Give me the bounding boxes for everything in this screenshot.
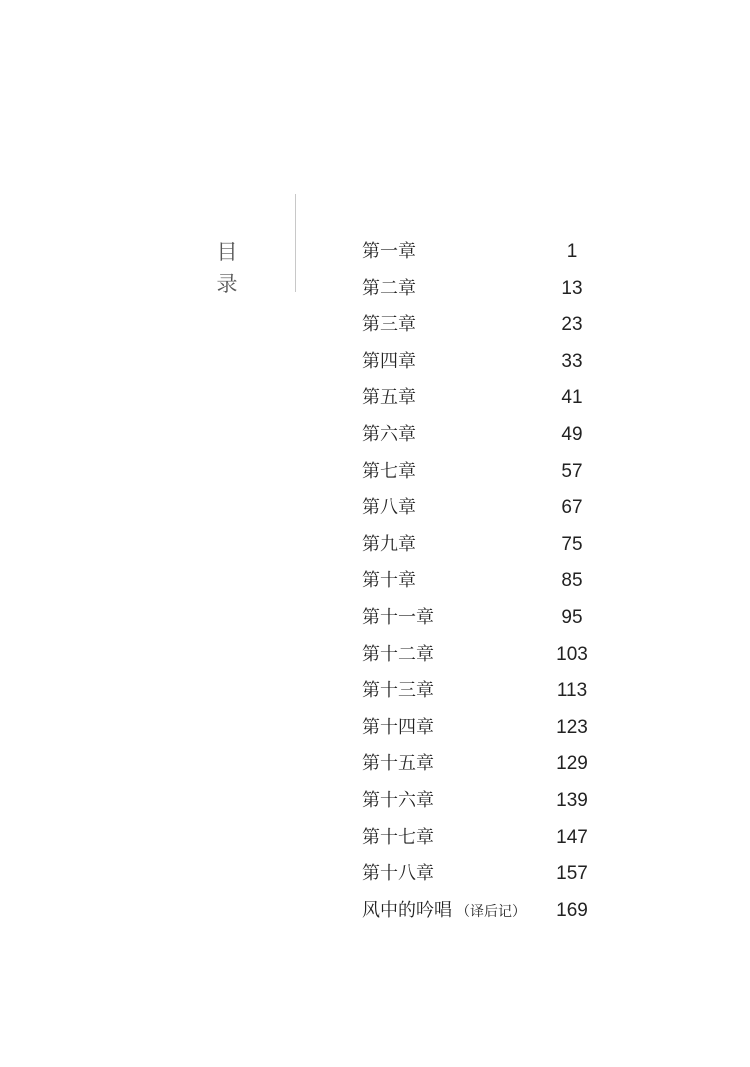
toc-item-2[interactable] <box>362 271 602 308</box>
toc-item-page: 85 <box>561 570 583 592</box>
toc-item-page: 67 <box>561 497 583 519</box>
toc-item-title: 第十五章 <box>362 753 434 775</box>
toc-item-page: 169 <box>556 899 588 921</box>
toc-item-6[interactable] <box>362 417 602 454</box>
toc-item-page: 139 <box>556 789 588 811</box>
toc-list <box>362 234 602 929</box>
toc-item-title: 第五章 <box>362 387 416 409</box>
toc-item-13[interactable] <box>362 673 602 710</box>
toc-item-title: 第九章 <box>362 533 416 555</box>
toc-item-4[interactable] <box>362 344 602 381</box>
toc-item-title: 第十六章 <box>362 789 434 811</box>
toc-item-page: 13 <box>561 277 583 299</box>
toc-item-title: 第十二章 <box>362 643 434 665</box>
toc-item-12[interactable] <box>362 637 602 674</box>
vertical-divider <box>295 194 296 292</box>
toc-item-3[interactable] <box>362 307 602 344</box>
toc-item-title <box>362 893 526 931</box>
toc-item-page: 49 <box>561 423 583 445</box>
toc-item-18[interactable] <box>362 856 602 893</box>
toc-item-title: 第十章 <box>362 570 416 592</box>
toc-item-page: 157 <box>556 863 588 885</box>
toc-afterword-title: 风中的吟唱 <box>362 899 452 921</box>
toc-item-page: 113 <box>556 680 588 702</box>
toc-heading <box>212 236 242 300</box>
toc-item-5[interactable] <box>362 380 602 417</box>
toc-item-title: 第十七章 <box>362 826 434 848</box>
toc-item-title: 第六章 <box>362 423 416 445</box>
toc-item-7[interactable] <box>362 454 602 491</box>
toc-item-page: 33 <box>561 350 583 372</box>
toc-item-page: 103 <box>556 643 588 665</box>
toc-item-page: 123 <box>556 716 588 738</box>
toc-item-14[interactable] <box>362 710 602 747</box>
toc-item-title: 第二章 <box>362 277 416 299</box>
toc-item-title: 第十一章 <box>362 606 434 628</box>
toc-item-1[interactable] <box>362 234 602 271</box>
toc-item-title: 第一章 <box>362 241 416 262</box>
toc-heading-char-2: 录 <box>216 272 238 296</box>
toc-item-11[interactable] <box>362 600 602 637</box>
toc-item-page: 1 <box>566 241 578 262</box>
toc-item-page: 23 <box>561 314 583 336</box>
toc-item-15[interactable] <box>362 746 602 783</box>
toc-heading-char-1: 目 <box>216 240 238 264</box>
toc-item-17[interactable] <box>362 820 602 857</box>
toc-item-16[interactable] <box>362 783 602 820</box>
toc-item-title: 第十八章 <box>362 863 434 885</box>
toc-afterword-note: （译后记） <box>456 903 526 920</box>
toc-item-8[interactable] <box>362 490 602 527</box>
toc-item-page: 129 <box>556 753 588 775</box>
toc-item-10[interactable] <box>362 563 602 600</box>
toc-item-page: 57 <box>561 460 583 482</box>
toc-item-page: 147 <box>556 826 588 848</box>
toc-item-title: 第八章 <box>362 497 416 519</box>
toc-item-title: 第七章 <box>362 460 416 482</box>
toc-item-title: 第十三章 <box>362 680 434 702</box>
toc-item-page: 41 <box>561 387 583 409</box>
toc-item-title: 第十四章 <box>362 716 434 738</box>
toc-item-9[interactable] <box>362 527 602 564</box>
toc-item-page: 95 <box>561 606 583 628</box>
toc-item-title: 第三章 <box>362 314 416 336</box>
toc-item-page: 75 <box>561 533 583 555</box>
toc-item-afterword[interactable] <box>362 893 602 930</box>
toc-item-title: 第四章 <box>362 350 416 372</box>
